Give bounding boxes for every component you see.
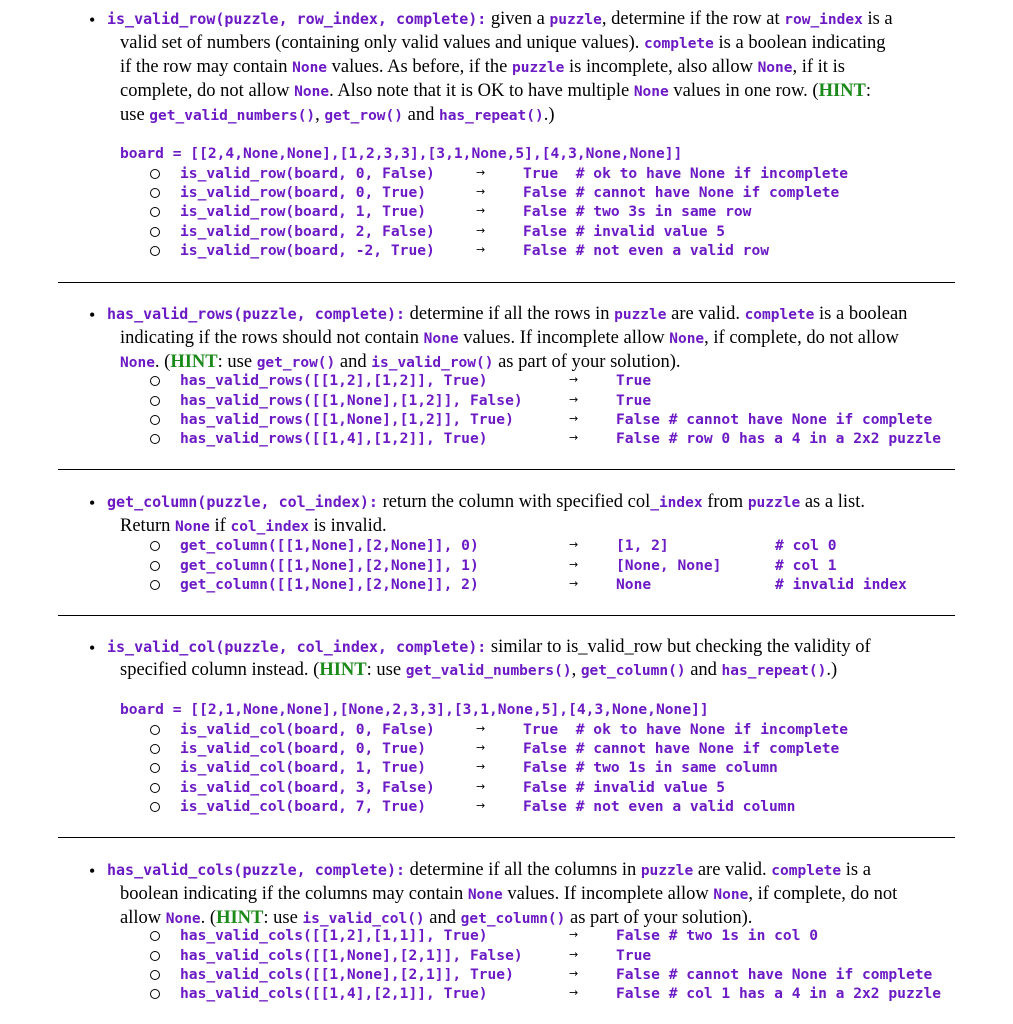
section-divider [58,837,955,838]
arrow-icon: → [476,243,486,256]
circle-bullet-icon [150,246,160,256]
circle-bullet-icon [150,763,160,773]
arrow-icon: → [569,538,579,551]
circle-bullet-icon [150,802,160,812]
arrow-icon: → [476,722,486,735]
hint-label: HINT [319,660,367,680]
circle-bullet-icon [150,989,160,999]
arrow-icon: → [569,412,579,425]
circle-bullet-icon [150,227,160,237]
hint-label: HINT [216,908,264,928]
circle-bullet-icon [150,580,160,590]
circle-bullet-icon [150,415,160,425]
circle-bullet-icon [150,169,160,179]
description: has_valid_cols(puzzle, complete): determine if all the columns in puzzle are valid. complete is a boolean indicating if the columns may contain None values. If incomplete allow None, if complete, do not allow None. (HINT: use is_valid_col() and get_column() as part of your solution). [107,860,898,928]
bullet: • [89,10,96,30]
arrow-icon: → [569,928,579,941]
section-divider [58,282,955,283]
circle-bullet-icon [150,207,160,217]
description: is_valid_col(puzzle, col_index, complete): similar to is_valid_row but checking the validity of specified column instead. (HINT: use get_valid_numbers(), get_column() and has_repeat().) [107,637,871,680]
board-definition: board = [[2,1,None,None],[None,2,3,3],[3,1,None,5],[4,3,None,None]] [120,701,709,718]
circle-bullet-icon [150,561,160,571]
arrow-icon: → [476,780,486,793]
circle-bullet-icon [150,396,160,406]
bullet: • [89,861,96,881]
function-signature: is_valid_row(puzzle, row_index, complete): [107,10,487,28]
arrow-icon: → [476,224,486,237]
function-signature: is_valid_col(puzzle, col_index, complete): [107,638,487,656]
bullet: • [89,493,96,513]
circle-bullet-icon [150,931,160,941]
function-signature: get_column(puzzle, col_index): [107,493,378,511]
arrow-icon: → [569,373,579,386]
arrow-icon: → [569,558,579,571]
arrow-icon: → [476,760,486,773]
arrow-icon: → [476,166,486,179]
function-signature: has_valid_rows(puzzle, complete): [107,305,406,323]
board-definition: board = [[2,4,None,None],[1,2,3,3],[3,1,None,5],[4,3,None,None]] [120,145,683,162]
section-divider [58,615,955,616]
arrow-icon: → [476,799,486,812]
arrow-icon: → [569,986,579,999]
arrow-icon: → [569,393,579,406]
circle-bullet-icon [150,188,160,198]
circle-bullet-icon [150,376,160,386]
arrow-icon: → [569,577,579,590]
arrow-icon: → [569,948,579,961]
bullet: • [89,638,96,658]
arrow-icon: → [476,185,486,198]
circle-bullet-icon [150,951,160,961]
description: get_column(puzzle, col_index): return the column with specified col_index from puzzle as a list. Return None if col_index is invalid. [107,492,865,536]
circle-bullet-icon [150,725,160,735]
arrow-icon: → [569,431,579,444]
function-signature: has_valid_cols(puzzle, complete): [107,861,406,879]
description: is_valid_row(puzzle, row_index, complete): given a puzzle, determine if the row at row_index is a valid set of numbers (containing only valid values and unique values). complete is a boolean indicating if the row may contain None values. As before, if the puzzle is incomplete, also allow None, if it is complete, do not allow None. Also note that it is OK to have multiple None values in one row. (HINT: use get_valid_numbers(), get_row() and has_repeat().) [107,9,893,125]
bullet: • [89,305,96,325]
circle-bullet-icon [150,541,160,551]
section-divider [58,469,955,470]
circle-bullet-icon [150,744,160,754]
arrow-icon: → [476,204,486,217]
circle-bullet-icon [150,970,160,980]
description: has_valid_rows(puzzle, complete): determine if all the rows in puzzle are valid. complete is a boolean indicating if the rows should not contain None values. If incomplete allow None, if complete, do not allow None. (HINT: use get_row() and is_valid_row() as part of your solution). [107,304,908,372]
arrow-icon: → [569,967,579,980]
hint-label: HINT [818,81,866,101]
circle-bullet-icon [150,434,160,444]
circle-bullet-icon [150,783,160,793]
hint-label: HINT [170,352,218,372]
arrow-icon: → [476,741,486,754]
